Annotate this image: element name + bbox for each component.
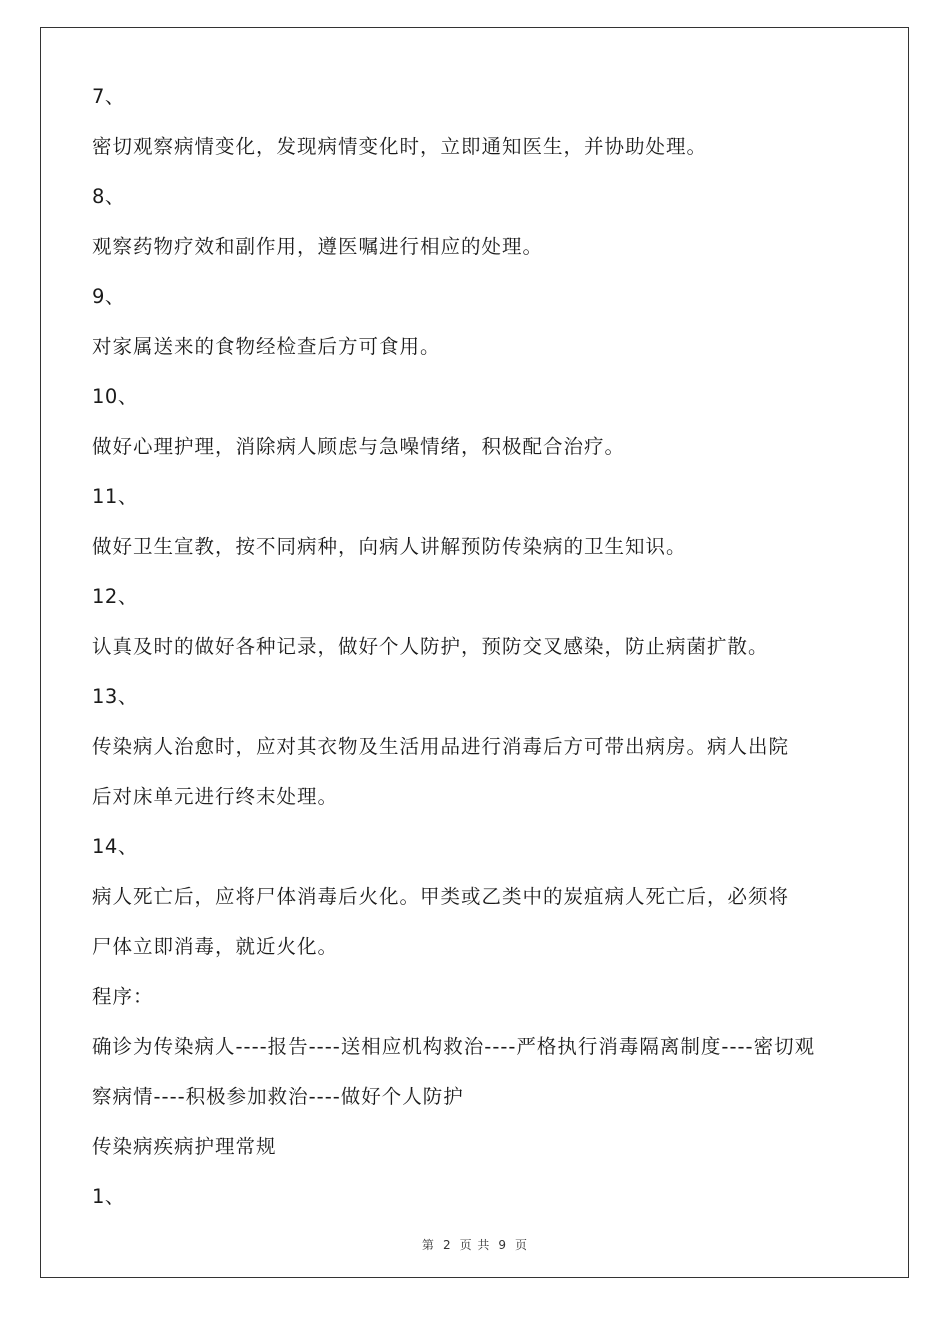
- paragraph-line: 病人死亡后，应将尸体消毒后火化。甲类或乙类中的炭疽病人死亡后，必须将: [92, 885, 790, 908]
- document-body: [92, 72, 882, 1222]
- section-heading: 传染病疾病护理常规: [92, 1135, 277, 1158]
- total-pages-number: 9: [498, 1238, 508, 1252]
- item-number: 8、: [92, 185, 125, 208]
- paragraph-line: 对家属送来的食物经检查后方可食用。: [92, 335, 441, 358]
- paragraph-line: 后对床单元进行终末处理。: [92, 785, 339, 808]
- item-number: 7、: [92, 85, 125, 108]
- item-number: 1、: [92, 1185, 125, 1208]
- paragraph-line: 做好心理护理，消除病人顾虑与急噪情绪，积极配合治疗。: [92, 435, 626, 458]
- current-page-number: 2: [442, 1238, 452, 1252]
- item-number: 14、: [92, 835, 138, 858]
- paragraph-line: 察病情----积极参加救治----做好个人防护: [92, 1085, 464, 1108]
- section-label: 程序：: [92, 985, 154, 1008]
- footer-prefix: 第: [421, 1238, 435, 1252]
- paragraph-line: 传染病人治愈时，应对其衣物及生活用品进行消毒后方可带出病房。病人出院: [92, 735, 790, 758]
- paragraph-line: 认真及时的做好各种记录，做好个人防护，预防交叉感染，防止病菌扩散。: [92, 635, 769, 658]
- paragraph-line: 尸体立即消毒，就近火化。: [92, 935, 339, 958]
- item-number: 9、: [92, 285, 125, 308]
- item-number: 10、: [92, 385, 138, 408]
- item-number: 12、: [92, 585, 138, 608]
- page-footer: [0, 1236, 950, 1253]
- footer-middle: 页 共: [459, 1238, 491, 1252]
- paragraph-line: 确诊为传染病人----报告----送相应机构救治----严格执行消毒隔离制度----密切观: [92, 1035, 816, 1058]
- paragraph-line: 做好卫生宣教，按不同病种，向病人讲解预防传染病的卫生知识。: [92, 535, 687, 558]
- paragraph-line: 观察药物疗效和副作用，遵医嘱进行相应的处理。: [92, 235, 544, 258]
- item-number: 11、: [92, 485, 138, 508]
- item-number: 13、: [92, 685, 138, 708]
- paragraph-line: 密切观察病情变化，发现病情变化时，立即通知医生，并协助处理。: [92, 135, 708, 158]
- footer-suffix: 页: [515, 1238, 529, 1252]
